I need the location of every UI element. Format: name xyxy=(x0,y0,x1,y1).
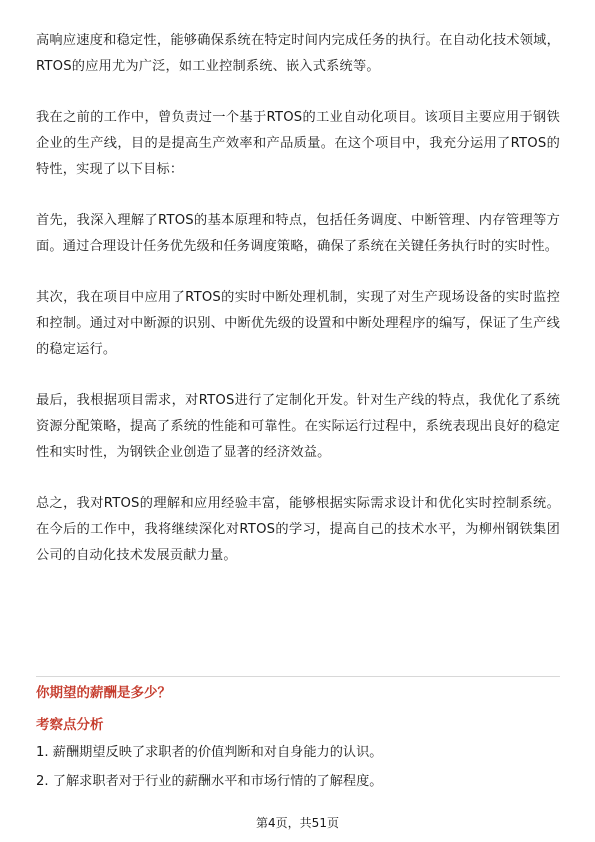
paragraph: 总之，我对RTOS的理解和应用经验丰富，能够根据实际需求设计和优化实时控制系统。在今后的工作中，我将继续深化对RTOS的学习，提高自己的技术水平，为柳州钢铁集团公司的自动化技术发展贡献力量。 xyxy=(36,496,560,563)
section-divider xyxy=(36,676,560,677)
paragraph: 最后，我根据项目需求，对RTOS进行了定制化开发。针对生产线的特点，我优化了系统资源分配策略，提高了系统的性能和可靠性。在实际运行过程中，系统表现出良好的稳定性和实时性，为钢铁企业创造了显著的经济效益。 xyxy=(36,393,560,460)
analysis-item: 2. 了解求职者对于行业的薪酬水平和市场行情的了解程度。 xyxy=(36,774,383,789)
paragraph: 首先，我深入理解了RTOS的基本原理和特点，包括任务调度、中断管理、内存管理等方面。通过合理设计任务优先级和任务调度策略，确保了系统在关键任务执行时的实时性。 xyxy=(36,213,560,254)
question-heading: 你期望的薪酬是多少？ xyxy=(36,685,171,701)
answer-body xyxy=(36,28,560,594)
analysis-item: 1. 薪酬期望反映了求职者的价值判断和对自身能力的认识。 xyxy=(36,745,383,760)
analysis-heading: 考察点分析 xyxy=(36,717,104,733)
paragraph: 高响应速度和稳定性，能够确保系统在特定时间内完成任务的执行。在自动化技术领域，RTOS的应用尤为广泛，如工业控制系统、嵌入式系统等。 xyxy=(36,33,560,74)
page-number: 第4页，共51页 xyxy=(256,816,339,830)
paragraph: 其次，我在项目中应用了RTOS的实时中断处理机制，实现了对生产现场设备的实时监控和控制。通过对中断源的识别、中断优先级的设置和中断处理程序的编写，保证了生产线的稳定运行。 xyxy=(36,290,560,357)
paragraph: 我在之前的工作中，曾负责过一个基于RTOS的工业自动化项目。该项目主要应用于钢铁企业的生产线，目的是提高生产效率和产品质量。在这个项目中，我充分运用了RTOS的特性，实现了以下目标： xyxy=(36,110,560,177)
